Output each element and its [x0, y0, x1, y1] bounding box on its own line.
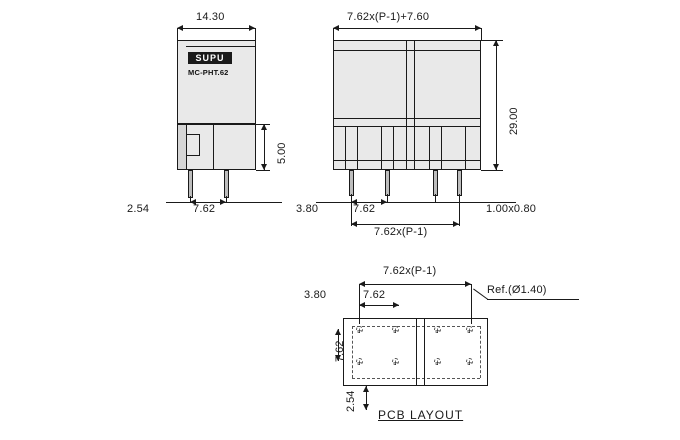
side-dim-offset-label: 2.54 — [127, 203, 150, 215]
pcb-inner-dash-left — [352, 326, 353, 378]
pcb-dim-edge-offset-label: 3.80 — [304, 289, 327, 301]
pcb-dim-pitch-label: 7.62 — [363, 289, 386, 301]
pcb-break-right — [424, 318, 425, 386]
pcb-hole-mark-r2-c2: + — [393, 358, 399, 368]
front-body-line-c — [333, 126, 481, 127]
pcb-dim-span-label: 7.62x(P-1) — [383, 265, 437, 277]
pcb-dim-bottom-arrow-down — [363, 404, 369, 410]
front-dim-span-label: 7.62x(P-1) — [374, 226, 428, 238]
pcb-layout-caption: PCB LAYOUT — [378, 408, 464, 422]
front-pin-3-tip — [435, 194, 436, 202]
pcb-hole-ref-label: Ref.(Ø1.40) — [487, 284, 547, 296]
front-span-ext-left — [351, 202, 352, 226]
part-number-label: MC-PHT.62 — [188, 68, 229, 77]
front-sep-6 — [441, 126, 442, 170]
front-body-line-d — [333, 160, 481, 161]
front-dim-span-line — [351, 224, 459, 225]
front-dim-pitch-arrow-right — [381, 199, 387, 205]
front-dim-height-label: 29.00 — [508, 107, 520, 135]
front-dim-width-label: 7.62x(P-1)+7.60 — [347, 11, 430, 23]
pcb-dim-pitch-arrow-left — [359, 302, 365, 308]
side-pin-2 — [224, 170, 229, 198]
front-sep-4 — [393, 126, 394, 170]
pcb-hole-mark-r2-c3: + — [435, 358, 441, 368]
front-sep-7 — [465, 126, 466, 170]
front-pin-2-tip — [387, 194, 388, 202]
front-body — [333, 40, 481, 170]
front-dim-height-arrow-down — [493, 164, 499, 170]
pcb-hole-mark-r1-c1: + — [357, 326, 363, 336]
front-pin-1 — [349, 170, 354, 196]
side-pin-1 — [188, 170, 193, 198]
pcb-inner-dash-right — [480, 326, 481, 378]
pcb-dim-pitch-arrow-right — [393, 302, 399, 308]
side-dim-width-line — [177, 28, 255, 29]
pcb-dim-bottom-label: 2.54 — [345, 390, 357, 412]
front-ext-left — [333, 28, 334, 40]
front-sep-5 — [429, 126, 430, 170]
front-span-ext-right — [459, 202, 460, 226]
front-pin-4-tip — [459, 194, 460, 202]
pcb-dim-bottom-arrow-up — [363, 386, 369, 392]
pcb-dim-span-line — [359, 284, 471, 285]
pcb-hole-mark-r2-c1: + — [357, 358, 363, 368]
side-ext-right — [255, 28, 256, 40]
pcb-dim-rowpitch-label: 7.62 — [334, 340, 346, 362]
front-dim-height-ext-bottom — [481, 170, 503, 171]
pcb-hole-mark-r1-c2: + — [393, 326, 399, 336]
front-pin-3 — [433, 170, 438, 196]
front-break-line-left — [406, 40, 407, 170]
front-dim-edge-offset-label: 3.80 — [296, 203, 319, 215]
front-pin-2 — [385, 170, 390, 196]
brand-logo: SUPU — [188, 52, 232, 64]
front-dim-height-ext-top — [481, 40, 503, 41]
side-dim-pitch-arrow-right — [220, 199, 226, 205]
pcb-hole-mark-r1-c4: + — [467, 326, 473, 336]
pcb-hole-mark-r2-c4: + — [467, 358, 473, 368]
side-body-inner-edge — [213, 124, 214, 170]
side-body-latch — [186, 134, 200, 156]
side-dim-height-ext-bottom — [256, 170, 270, 171]
pcb-break-left — [416, 318, 417, 386]
front-body-line-a — [333, 50, 481, 51]
front-body-line-b — [333, 118, 481, 119]
side-ext-left — [177, 28, 178, 40]
front-break-line-right — [414, 40, 415, 170]
pcb-hole-ref-underline — [487, 299, 579, 300]
side-dim-height-label: 5.00 — [276, 142, 288, 164]
front-pin-4 — [457, 170, 462, 196]
front-dim-pitch-label: 7.62 — [353, 203, 376, 215]
front-sep-3 — [381, 126, 382, 170]
side-dim-width-label: 14.30 — [196, 11, 225, 23]
front-sep-1 — [345, 126, 346, 170]
front-ext-right — [481, 28, 482, 40]
pcb-hole-mark-r1-c3: + — [435, 326, 441, 336]
front-dim-height-arrow-up — [493, 40, 499, 46]
side-dim-pitch-label: 7.62 — [193, 203, 216, 215]
front-dim-height-line — [496, 40, 497, 170]
front-dim-pin-section-label: 1.00x0.80 — [486, 203, 537, 215]
front-dim-width-line — [333, 28, 481, 29]
side-body-topline — [186, 46, 256, 47]
front-sep-2 — [357, 126, 358, 170]
pcb-dim-rowpitch-arrow-up — [335, 329, 341, 335]
side-dim-height-arrow-down — [261, 164, 267, 170]
side-dim-height-arrow-up — [261, 124, 267, 130]
